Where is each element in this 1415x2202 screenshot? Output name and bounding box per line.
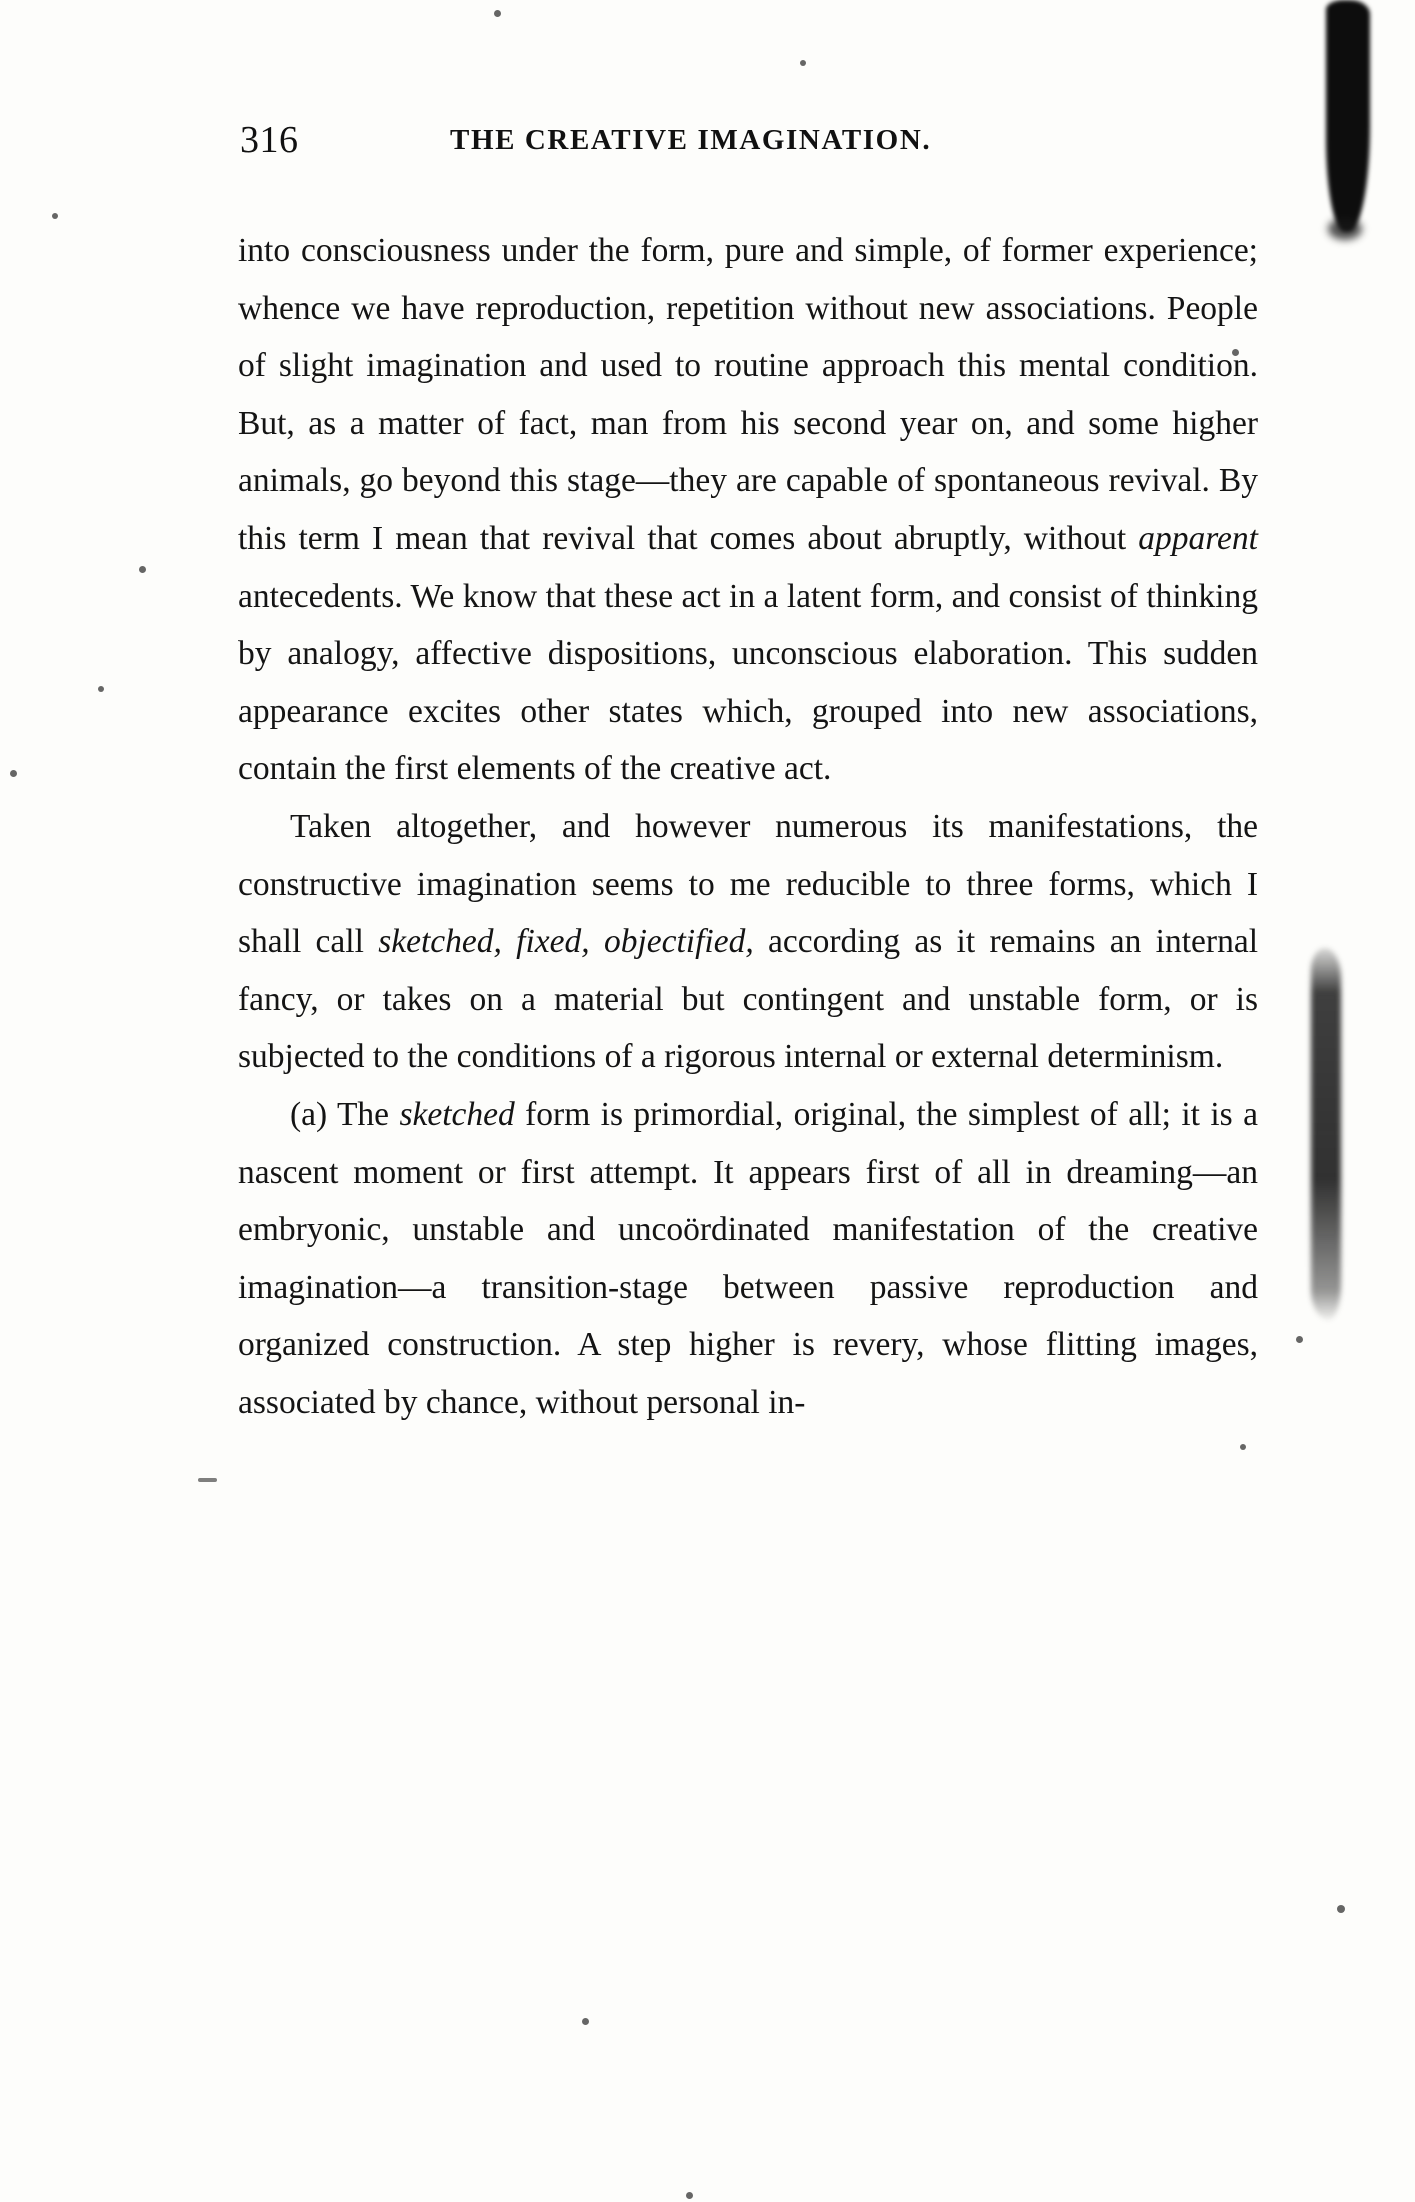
paragraph [238,222,1258,798]
text-run: Taken altogether, and however numerous its manifestations, the constructive imagination seems to me reducible to three forms, which I shall call [238,807,1258,961]
italic-run: sketched [399,1095,515,1133]
scan-speck [98,686,104,692]
page-number: 316 [240,119,299,161]
paragraph [238,1086,1258,1432]
scan-speck [686,2192,693,2199]
scan-speck [800,60,806,66]
scan-smudge-middle-right [1311,948,1341,1320]
italic-run: apparent [1138,519,1258,557]
text-run: (a) The [290,1095,400,1133]
scan-speck [1240,1444,1246,1450]
text-run: antecedents. We know that these act in a latent form, and consist of thinking by analogy, affective dispositions, unconscious elaboration. This sudden appearance excites other states which, grouped into new associations, contain the first elements of the creative act. [238,577,1258,788]
scan-speck [10,770,17,777]
scan-speck [52,213,58,219]
scan-speck [1337,1905,1345,1913]
body-text [238,222,1258,1431]
scan-speck [494,10,501,17]
scan-speck [1296,1336,1303,1343]
scan-speck [139,566,146,573]
paragraph [238,798,1258,1086]
scan-speck [582,2018,589,2025]
running-title: THE CREATIVE IMAGINATION. [450,124,932,156]
italic-run: sketched, fixed, objectified, [378,923,754,961]
text-run: form is primordial, original, the simplest of all; it is a nascent moment or first attempt. It appears first of all in dreaming—an embryonic, unstable and uncoördinated manifestation of the creative imagination—a transition-stage between passive reproduction and organized construction. A step higher is revery, whose flitting images, associated by chance, without personal in- [238,1095,1258,1421]
running-head [240,118,1240,164]
scan-smudge-top-right [1326,0,1370,232]
text-run: into consciousness under the form, pure and simple, of former experience; whence we have reproduction, repetition without new associations. People of slight imagination and used to routine approach this mental condition. But, as a matter of fact, man from his second year on, and some higher animals, go beyond this stage—they are capable of spontaneous revival. By this term I mean that revival that comes about abruptly, without [238,232,1258,557]
scan-dash-mark [198,1478,217,1482]
text-run: according as it remains an internal fancy, or takes on a material but contingent and unstable form, or is subjected to the conditions of a rigorous internal or external determinism. [238,923,1258,1076]
